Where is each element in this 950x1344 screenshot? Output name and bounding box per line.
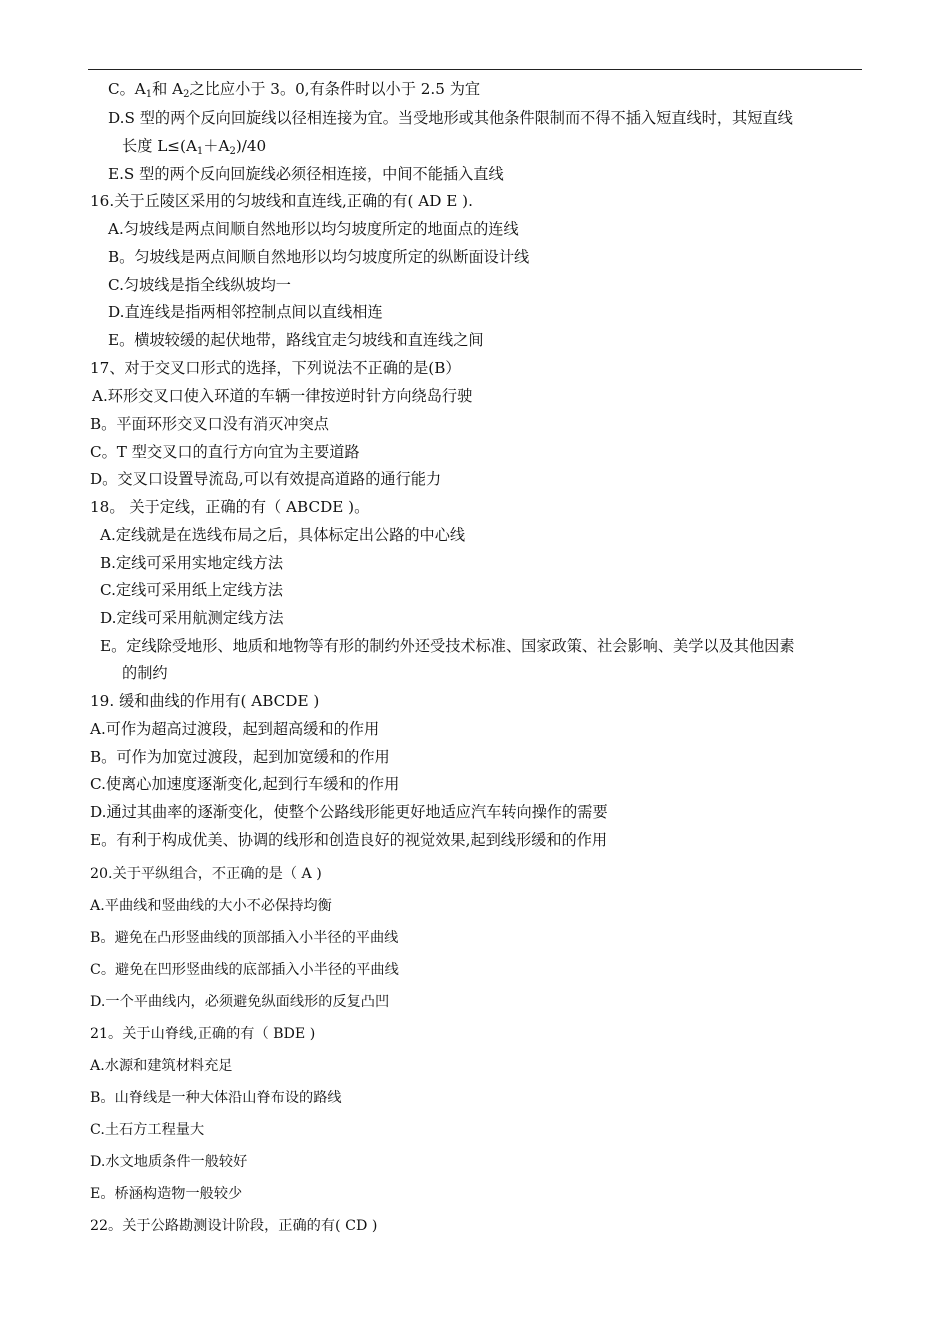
option-a-q16: A.匀坡线是两点间顺自然地形以均匀坡度所定的地面点的连线 <box>108 220 519 238</box>
option-d-q21: D.水文地质条件一般较好 <box>90 1154 248 1170</box>
question-21: 21。关于山脊线,正确的有（ BDE ) <box>90 1026 316 1042</box>
option-d-q16: D.直连线是指两相邻控制点间以直线相连 <box>108 303 383 321</box>
option-e-q16: E。横坡较缓的起伏地带，路线宜走匀坡线和直连线之间 <box>108 331 484 349</box>
option-e-q18: E。定线除受地形、地质和地物等有形的制约外还受技术标准、国家政策、社会影响、美学以及其他因素 <box>100 637 795 655</box>
option-d-q20: D.一个平曲线内，必须避免纵面线形的反复凸凹 <box>90 994 390 1010</box>
option-d-q18: D.定线可采用航测定线方法 <box>100 609 284 627</box>
option-b-q18: B.定线可采用实地定线方法 <box>100 554 284 572</box>
option-c-q15: C。$A_1$和 $A_2$之比应小于 3。0,有条件时以小于 2.5 为宜 <box>108 80 481 100</box>
question-18: 18。 关于定线，正确的有（ ABCDE )。 <box>90 498 370 516</box>
option-b-q21: B。山脊线是一种大体沿山脊布设的路线 <box>90 1090 342 1106</box>
option-b-q19: B。可作为加宽过渡段，起到加宽缓和的作用 <box>90 748 390 766</box>
option-d-q19: D.通过其曲率的逐渐变化，使整个公路线形能更好地适应汽车转向操作的需要 <box>90 803 608 821</box>
option-e-q19: E。有利于构成优美、协调的线形和创造良好的视觉效果,起到线形缓和的作用 <box>90 831 608 849</box>
option-e-q15: E.S 型的两个反向回旋线必须径相连接，中间不能插入直线 <box>108 165 504 183</box>
option-a-q17: A.环形交叉口使入环道的车辆一律按逆时针方向绕岛行驶 <box>92 387 473 405</box>
option-b-q17: B。平面环形交叉口没有消灭冲突点 <box>90 415 329 433</box>
option-a-q18: A.定线就是在选线布局之后，具体标定出公路的中心线 <box>100 526 466 544</box>
option-a-q21: A.水源和建筑材料充足 <box>90 1058 233 1074</box>
option-d-q15-cont: 长度 $L\le(A_1+A_2)/40$ <box>122 137 267 157</box>
option-c-q19: C.使离心加速度逐渐变化,起到行车缓和的作用 <box>90 775 400 793</box>
option-c-q16: C.匀坡线是指全线纵坡均一 <box>108 276 291 294</box>
question-20: 20.关于平纵组合，不正确的是（ A ) <box>90 866 322 882</box>
option-c-q18: C.定线可采用纸上定线方法 <box>100 581 283 599</box>
option-a-q19: A.可作为超高过渡段，起到超高缓和的作用 <box>90 720 380 738</box>
option-a-q20: A.平曲线和竖曲线的大小不必保持均衡 <box>90 898 332 914</box>
question-17: 17、对于交叉口形式的选择，下列说法不正确的是(B） <box>90 359 461 377</box>
option-c-q20: C。避免在凹形竖曲线的底部插入小半径的平曲线 <box>90 962 399 978</box>
header-rule <box>88 69 862 70</box>
question-19: 19. 缓和曲线的作用有( ABCDE ) <box>90 692 320 710</box>
option-e-q21: E。桥涵构造物一般较少 <box>90 1186 243 1202</box>
question-22: 22。关于公路勘测设计阶段，正确的有( CD ) <box>90 1218 378 1234</box>
option-c-q17: C。T 型交叉口的直行方向宜为主要道路 <box>90 443 360 461</box>
option-e-q18-cont: 的制约 <box>122 664 168 682</box>
question-16: 16.关于丘陵区采用的匀坡线和直连线,正确的有( AD E ). <box>90 192 473 210</box>
option-d-q15: D.S 型的两个反向回旋线以径相连接为宜。当受地形或其他条件限制而不得不插入短直线时，其短直线 <box>108 109 793 127</box>
option-b-q16: B。匀坡线是两点间顺自然地形以均匀坡度所定的纵断面设计线 <box>108 248 530 266</box>
option-d-q17: D。交叉口设置导流岛,可以有效提高道路的通行能力 <box>90 470 442 488</box>
option-b-q20: B。避免在凸形竖曲线的顶部插入小半径的平曲线 <box>90 930 399 946</box>
option-c-q21: C.土石方工程量大 <box>90 1122 205 1138</box>
